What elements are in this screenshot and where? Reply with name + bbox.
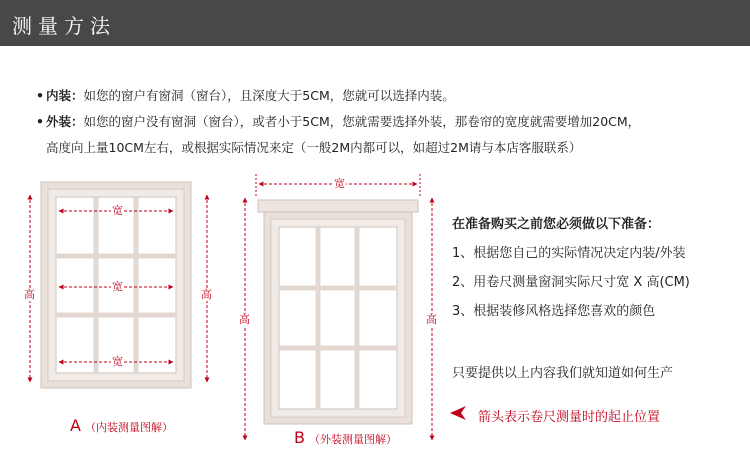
diagram-caption-text: （内装测量图解）	[84, 421, 173, 434]
arrow-note	[478, 406, 660, 425]
arrow-note-text: 箭头表示卷尺测量时的起止位置	[478, 410, 661, 425]
width-label: 宽	[112, 204, 123, 217]
bullet-icon: •	[36, 114, 44, 129]
note-text: 如您的窗户没有窗洞（窗台），或者小于5CM，您就需要选择外装，那卷帘的宽度就需要增加20CM，	[83, 114, 641, 129]
note-term: 内装	[46, 88, 72, 103]
arrow-icon	[448, 404, 468, 422]
closing-note: 只要提供以上内容我们就知道如何生产	[452, 366, 674, 381]
step-item: 1、根据您自己的实际情况决定内装/外装	[452, 246, 686, 261]
window-b-frame	[258, 200, 418, 424]
diagram-a-caption	[70, 416, 173, 435]
height-label: 高	[239, 313, 250, 326]
note-term: 外装	[46, 114, 72, 129]
height-label: 高	[426, 313, 437, 326]
bullet-icon: •	[36, 88, 44, 103]
colon: ：	[71, 114, 84, 129]
preparation-steps	[452, 210, 690, 326]
step-item: 3、根据装修风格选择您喜欢的颜色	[452, 304, 656, 319]
diagram-letter: B	[294, 428, 305, 447]
diagram-b-caption	[294, 428, 397, 447]
note-text: 如您的窗户有窗洞（窗台），且深度大于5CM，您就可以选择内装。	[83, 88, 455, 103]
step-item: 2、用卷尺测量窗洞实际尺寸宽 X 高(CM)	[452, 275, 690, 290]
height-label: 高	[201, 288, 212, 301]
steps-title: 在准备购买之前您必须做以下准备：	[452, 217, 661, 232]
note-outer-install-cont: 高度向上量10CM左右，或根据实际情况来定（一般2M内都可以，如超过2M请与本店客服联系）	[46, 140, 582, 155]
height-label: 高	[24, 288, 35, 301]
width-label: 宽	[334, 177, 345, 190]
diagram-letter: A	[70, 416, 81, 435]
width-label: 宽	[112, 280, 123, 293]
page-title: 测量方法	[12, 14, 116, 38]
width-label: 宽	[112, 355, 123, 368]
colon: ：	[71, 88, 84, 103]
diagram-caption-text: （外装测量图解）	[308, 433, 397, 446]
